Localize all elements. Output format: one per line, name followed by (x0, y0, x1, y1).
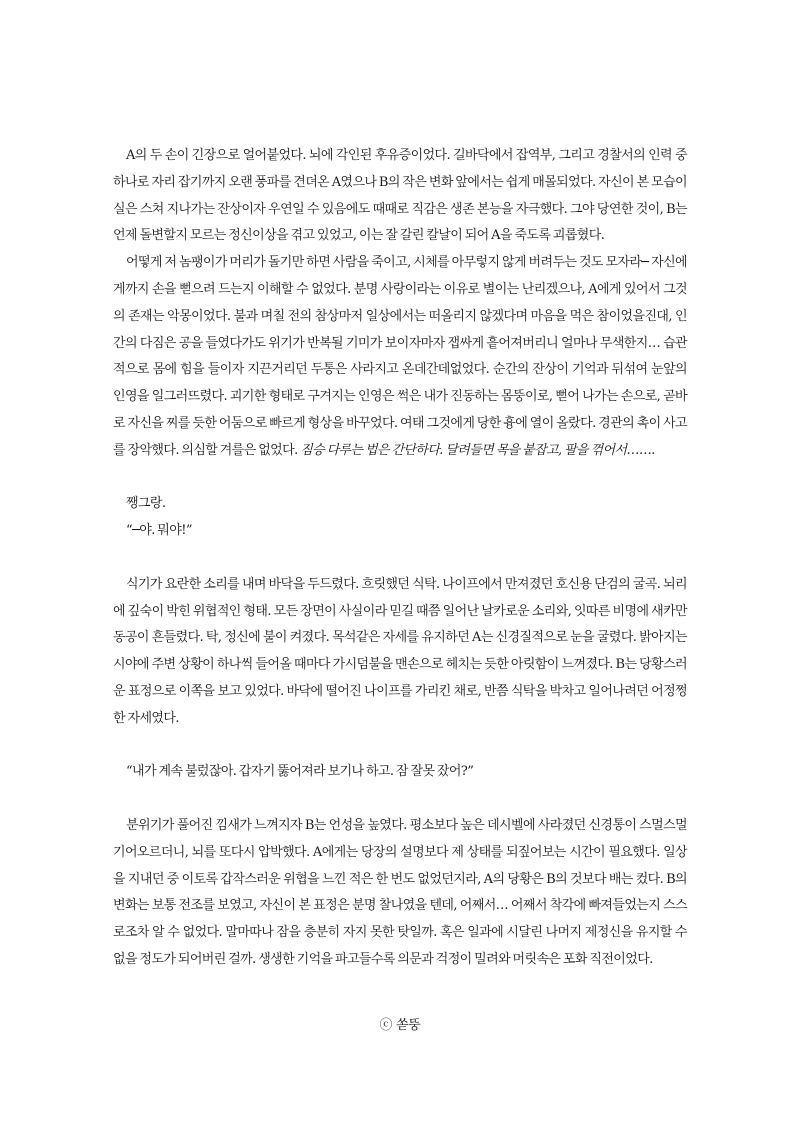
paragraph-3-text: 식기가 요란한 소리를 내며 바닥을 두드렸다. 흐릿했던 식탁. 나이프에서 만져졌던 호신용 단검의 굴곡. 뇌리에 깊숙이 박힌 위협적인 형태. 모든 장면이 사실이라 믿길 때쯤 일어난 날카로운 소리와, 잇따른 비명에 새카만 동공이 흔들렸다. 탁, 정신에 불이 켜졌다. 목석같은 자세를 유지하던 A는 신경질적으로 눈을 굴렸다. 밝아지는 시야에 주변 상황이 하나씩 들어올 때마다 가시덤불을 맨손으로 헤치는 듯한 아릿함이 느껴졌다. B는 당황스러운 표정으로 이쪽을 보고 있었다. 바닥에 떨어진 나이프를 가리킨 채로, 반쯤 식탁을 박차고 일어나려던 어정쩡한 자세였다. (113, 576, 687, 726)
paragraph-spacer (113, 465, 687, 492)
dialogue-2-text: “내가 계속 불렀잖아. 갑자기 뚫어져라 보기나 하고. 잠 잘못 잤어?” (126, 764, 474, 780)
paragraph-2-text: 어떻게 저 놈팽이가 머리가 돌기만 하면 사람을 죽이고, 시체를 아무렇지 않게 버려두는 것도 모자라─ 자신에게까지 손을 뻗으려 드는지 이해할 수 없었다. 분명 사랑이라는 이유로 별이는 난리겠으나, A에게 있어서 그것의 존재는 악몽이었다. 불과 며칠 전의 참상마저 일상에서는 떠올리지 않겠다며 마음을 먹은 참이었을진대, 인간의 다짐은 공을 들였다가도 위기가 반복될 기미가 보이자마자 잽싸게 흩어져버리니 얼마나 무색한지… 습관적으로 몸에 힘을 들이자 지끈거리던 두통은 사라지고 온데간데없었다. 순간의 잔상이 기억과 뒤섞여 눈앞의 인영을 일그러뜨렸다. 괴기한 형태로 구겨지는 인영은 썩은 내가 진동하는 몸뚱이로, 뻗어 나가는 손으로, 곧바로 자신을 찌를 듯한 어둠으로 빠르게 형상을 바꾸었다. 여태 그것에게 당한 흉에 열이 올랐다. 경관의 촉이 사고를 장악했다. 의심할 겨를은 없었다. (113, 255, 687, 458)
paragraph-2-italic-text: 짐승 다루는 법은 간단하다. 달려들면 목을 붙잡고, 팔을 꺾어서……. (300, 442, 655, 458)
sound-effect-line (113, 491, 687, 518)
paragraph-spacer (113, 786, 687, 813)
copyright-footer: ⓒ 쏟뚱 (379, 1018, 421, 1033)
dialogue-line-2 (113, 759, 687, 786)
paragraph-spacer (113, 733, 687, 760)
paragraph-4-text: 분위기가 풀어진 낌새가 느껴지자 B는 언성을 높였다. 평소보다 높은 데시벨에 사라졌던 신경통이 스멀스멀 기어오르더니, 뇌를 또다시 압박했다. A에게는 당장의 설명보다 제 상태를 되짚어보는 시간이 필요했다. 일상을 지내던 중 이토록 갑작스러운 위협을 느낀 적은 한 번도 없었던지라, A의 당황은 B의 것보다 배는 컸다. B의 변화는 보통 전조를 보였고, 자신이 본 표정은 분명 찰나였을 텐데, 어째서… 어째서 착각에 빠져들었는지 스스로조차 알 수 없었다. 말마따나 잠을 충분히 자지 못한 탓일까. 혹은 일과에 시달린 나머지 제정신을 유지할 수 없을 정도가 되어버린 걸까. 생생한 기억을 파고들수록 의문과 걱정이 밀려와 머릿속은 포화 직전이었다. (113, 817, 687, 967)
dialogue-1-text: “─야. 뭐야!” (126, 523, 192, 539)
dialogue-line-1 (113, 518, 687, 545)
paragraph-spacer (113, 545, 687, 572)
paragraph-4 (113, 813, 687, 974)
paragraph-3 (113, 572, 687, 733)
sound-effect-text: 쨍그랑. (126, 496, 166, 512)
paragraph-1 (113, 143, 687, 250)
paragraph-1-text: A의 두 손이 긴장으로 얼어붙었다. 뇌에 각인된 후유증이었다. 길바닥에서 잡역부, 그리고 경찰서의 인력 중 하나로 자리 잡기까지 오랜 풍파를 견뎌온 A였으나 B의 작은 변화 앞에서는 쉽게 매몰되었다. 자신이 본 모습이 실은 스쳐 지나가는 잔상이자 우연일 수 있음에도 때때로 직감은 생존 본능을 자극했다. 그야 당연한 것이, B는 언제 돌변할지 모르는 정신이상을 겪고 있었고, 이는 잘 갈린 칼날이 되어 A을 죽도록 괴롭혔다. (113, 148, 687, 244)
document-page (113, 143, 687, 1103)
paragraph-2 (113, 250, 687, 464)
